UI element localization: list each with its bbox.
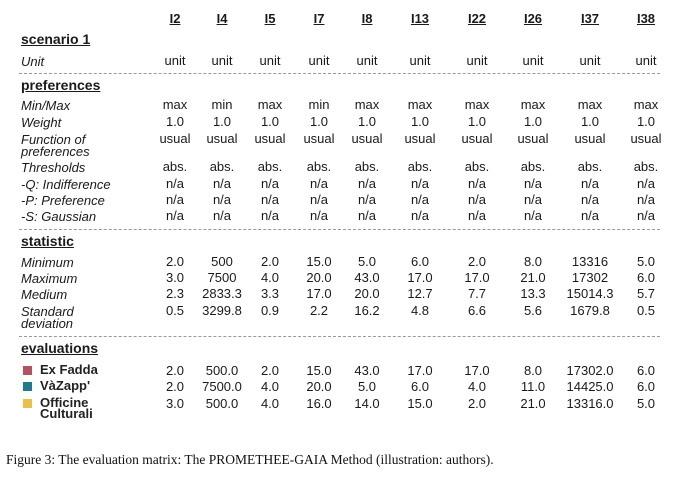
function-of-preferences-cell-i5: usual bbox=[254, 131, 286, 146]
minimum-cell-i4: 500 bbox=[211, 254, 233, 269]
ex-fadda-cell-i8: 43.0 bbox=[354, 363, 380, 378]
unit-cell-i4: unit bbox=[211, 53, 233, 68]
p-preference-cell-i22: n/a bbox=[467, 192, 487, 207]
row-label-standard-deviation-line-2: deviation bbox=[21, 316, 74, 331]
min-max-cell-i2: max bbox=[162, 97, 188, 112]
medium-cell-i37: 15014.3 bbox=[566, 286, 614, 301]
ex-fadda-cell-i5: 2.0 bbox=[260, 363, 280, 378]
standard-deviation-cell-i7: 2.2 bbox=[309, 303, 329, 318]
function-of-preferences-cell-i37: usual bbox=[574, 131, 606, 146]
column-header-i7: I7 bbox=[313, 11, 325, 26]
row-label-medium: Medium bbox=[21, 287, 68, 302]
function-of-preferences-cell-i8: usual bbox=[351, 131, 383, 146]
weight-cell-i22: 1.0 bbox=[467, 114, 487, 129]
s-gaussian-cell-i4: n/a bbox=[212, 208, 232, 223]
row-label-min-max: Min/Max bbox=[21, 98, 71, 113]
function-of-preferences-cell-i38: usual bbox=[630, 131, 662, 146]
thresholds-cell-i5: abs. bbox=[257, 159, 283, 174]
thresholds-cell-i8: abs. bbox=[354, 159, 380, 174]
ex-fadda-cell-i26: 8.0 bbox=[523, 363, 543, 378]
column-header-i4: I4 bbox=[216, 11, 228, 26]
unit-cell-i13: unit bbox=[409, 53, 431, 68]
maximum-cell-i5: 4.0 bbox=[260, 270, 280, 285]
ex-fadda-cell-i37: 17302.0 bbox=[566, 363, 614, 378]
maximum-cell-i13: 17.0 bbox=[407, 270, 433, 285]
officine-culturali-cell-i4: 500.0 bbox=[205, 396, 239, 411]
row-label-function-of-preferences-line-1: Function of bbox=[21, 132, 86, 147]
minimum-cell-i26: 8.0 bbox=[523, 254, 543, 269]
medium-cell-i22: 7.7 bbox=[467, 286, 487, 301]
min-max-cell-i13: max bbox=[407, 97, 433, 112]
officine-culturali-cell-i26: 21.0 bbox=[520, 396, 546, 411]
standard-deviation-cell-i37: 1679.8 bbox=[570, 303, 610, 318]
s-gaussian-cell-i26: n/a bbox=[523, 208, 543, 223]
thresholds-cell-i37: abs. bbox=[577, 159, 603, 174]
column-header-i8: I8 bbox=[361, 11, 373, 26]
officine-culturali-cell-i5: 4.0 bbox=[260, 396, 280, 411]
column-header-i5: I5 bbox=[264, 11, 276, 26]
minimum-cell-i37: 13316 bbox=[571, 254, 609, 269]
q-indifference-cell-i7: n/a bbox=[309, 176, 329, 191]
ex-fadda-cell-i7: 15.0 bbox=[306, 363, 332, 378]
thresholds-cell-i2: abs. bbox=[162, 159, 188, 174]
section-heading-scenario: scenario 1 bbox=[21, 31, 91, 47]
v-zapp-cell-i37: 14425.0 bbox=[566, 379, 614, 394]
weight-cell-i2: 1.0 bbox=[165, 114, 185, 129]
officine-culturali-cell-i13: 15.0 bbox=[407, 396, 433, 411]
maximum-cell-i22: 17.0 bbox=[464, 270, 490, 285]
s-gaussian-cell-i38: n/a bbox=[636, 208, 656, 223]
medium-cell-i4: 2833.3 bbox=[202, 286, 242, 301]
thresholds-cell-i38: abs. bbox=[633, 159, 659, 174]
min-max-cell-i5: max bbox=[257, 97, 283, 112]
p-preference-cell-i2: n/a bbox=[165, 192, 185, 207]
divider-scenario bbox=[19, 73, 660, 74]
weight-cell-i7: 1.0 bbox=[309, 114, 329, 129]
p-preference-cell-i38: n/a bbox=[636, 192, 656, 207]
q-indifference-cell-i38: n/a bbox=[636, 176, 656, 191]
v-zapp-cell-i13: 6.0 bbox=[410, 379, 430, 394]
s-gaussian-cell-i8: n/a bbox=[357, 208, 377, 223]
maximum-cell-i2: 3.0 bbox=[165, 270, 185, 285]
weight-cell-i37: 1.0 bbox=[580, 114, 600, 129]
officine-culturali-cell-i8: 14.0 bbox=[354, 396, 380, 411]
v-zapp-cell-i38: 6.0 bbox=[636, 379, 656, 394]
min-max-cell-i38: max bbox=[633, 97, 659, 112]
p-preference-cell-i7: n/a bbox=[309, 192, 329, 207]
function-of-preferences-cell-i13: usual bbox=[404, 131, 436, 146]
column-header-i37: I37 bbox=[580, 11, 600, 26]
function-of-preferences-cell-i7: usual bbox=[303, 131, 335, 146]
minimum-cell-i13: 6.0 bbox=[410, 254, 430, 269]
v-zapp-cell-i7: 20.0 bbox=[306, 379, 332, 394]
p-preference-cell-i8: n/a bbox=[357, 192, 377, 207]
standard-deviation-cell-i13: 4.8 bbox=[410, 303, 430, 318]
row-label-thresholds: Thresholds bbox=[21, 160, 86, 175]
maximum-cell-i37: 17302 bbox=[571, 270, 609, 285]
legend-swatch-v-zapp bbox=[23, 382, 32, 391]
medium-cell-i8: 20.0 bbox=[354, 286, 380, 301]
v-zapp-cell-i22: 4.0 bbox=[467, 379, 487, 394]
unit-cell-i5: unit bbox=[259, 53, 281, 68]
weight-cell-i26: 1.0 bbox=[523, 114, 543, 129]
minimum-cell-i2: 2.0 bbox=[165, 254, 185, 269]
maximum-cell-i4: 7500 bbox=[207, 270, 237, 285]
thresholds-cell-i7: abs. bbox=[306, 159, 332, 174]
alternative-label-v-zapp: VàZapp' bbox=[40, 378, 91, 393]
q-indifference-cell-i4: n/a bbox=[212, 176, 232, 191]
medium-cell-i13: 12.7 bbox=[407, 286, 433, 301]
q-indifference-cell-i2: n/a bbox=[165, 176, 185, 191]
row-label-q-indifference: -Q: Indifference bbox=[21, 177, 111, 192]
s-gaussian-cell-i7: n/a bbox=[309, 208, 329, 223]
legend-swatch-ex-fadda bbox=[23, 366, 32, 375]
minimum-cell-i38: 5.0 bbox=[636, 254, 656, 269]
min-max-cell-i37: max bbox=[577, 97, 603, 112]
standard-deviation-cell-i8: 16.2 bbox=[354, 303, 380, 318]
s-gaussian-cell-i2: n/a bbox=[165, 208, 185, 223]
row-label-maximum: Maximum bbox=[21, 271, 78, 286]
min-max-cell-i8: max bbox=[354, 97, 380, 112]
row-label-standard-deviation-line-1: Standard bbox=[21, 304, 74, 319]
v-zapp-cell-i8: 5.0 bbox=[357, 379, 377, 394]
standard-deviation-cell-i38: 0.5 bbox=[636, 303, 656, 318]
v-zapp-cell-i2: 2.0 bbox=[165, 379, 185, 394]
officine-culturali-cell-i2: 3.0 bbox=[165, 396, 185, 411]
s-gaussian-cell-i37: n/a bbox=[580, 208, 600, 223]
v-zapp-cell-i4: 7500.0 bbox=[202, 379, 242, 394]
section-heading-statistic: statistic bbox=[21, 233, 74, 249]
officine-culturali-cell-i22: 2.0 bbox=[467, 396, 487, 411]
q-indifference-cell-i13: n/a bbox=[410, 176, 430, 191]
maximum-cell-i7: 20.0 bbox=[306, 270, 332, 285]
ex-fadda-cell-i13: 17.0 bbox=[407, 363, 433, 378]
row-label-unit: Unit bbox=[21, 54, 45, 69]
officine-culturali-cell-i38: 5.0 bbox=[636, 396, 656, 411]
standard-deviation-cell-i4: 3299.8 bbox=[202, 303, 242, 318]
function-of-preferences-cell-i22: usual bbox=[461, 131, 493, 146]
column-header-i22: I22 bbox=[467, 11, 487, 26]
thresholds-cell-i4: abs. bbox=[209, 159, 235, 174]
standard-deviation-cell-i2: 0.5 bbox=[165, 303, 185, 318]
legend-swatch-officine-culturali bbox=[23, 399, 32, 408]
maximum-cell-i26: 21.0 bbox=[520, 270, 546, 285]
alternative-label-ex-fadda: Ex Fadda bbox=[40, 362, 98, 377]
v-zapp-cell-i26: 11.0 bbox=[520, 379, 546, 394]
row-label-p-preference: -P: Preference bbox=[21, 193, 105, 208]
p-preference-cell-i26: n/a bbox=[523, 192, 543, 207]
unit-cell-i7: unit bbox=[308, 53, 330, 68]
officine-culturali-cell-i37: 13316.0 bbox=[566, 396, 614, 411]
p-preference-cell-i5: n/a bbox=[260, 192, 280, 207]
medium-cell-i5: 3.3 bbox=[260, 286, 280, 301]
q-indifference-cell-i8: n/a bbox=[357, 176, 377, 191]
medium-cell-i7: 17.0 bbox=[306, 286, 332, 301]
medium-cell-i2: 2.3 bbox=[165, 286, 185, 301]
thresholds-cell-i26: abs. bbox=[520, 159, 546, 174]
unit-cell-i38: unit bbox=[635, 53, 657, 68]
divider-preferences bbox=[19, 229, 660, 230]
s-gaussian-cell-i13: n/a bbox=[410, 208, 430, 223]
function-of-preferences-cell-i2: usual bbox=[159, 131, 191, 146]
min-max-cell-i7: min bbox=[308, 97, 330, 112]
p-preference-cell-i4: n/a bbox=[212, 192, 232, 207]
column-header-i26: I26 bbox=[523, 11, 543, 26]
ex-fadda-cell-i2: 2.0 bbox=[165, 363, 185, 378]
unit-cell-i37: unit bbox=[579, 53, 601, 68]
thresholds-cell-i13: abs. bbox=[407, 159, 433, 174]
section-heading-preferences: preferences bbox=[21, 77, 101, 93]
function-of-preferences-cell-i4: usual bbox=[206, 131, 238, 146]
unit-cell-i22: unit bbox=[466, 53, 488, 68]
ex-fadda-cell-i22: 17.0 bbox=[464, 363, 490, 378]
row-label-function-of-preferences-line-2: preferences bbox=[21, 144, 90, 159]
medium-cell-i38: 5.7 bbox=[636, 286, 656, 301]
weight-cell-i4: 1.0 bbox=[212, 114, 232, 129]
function-of-preferences-cell-i26: usual bbox=[517, 131, 549, 146]
unit-cell-i2: unit bbox=[164, 53, 186, 68]
figure-caption: Figure 3: The evaluation matrix: The PROMETHEE-GAIA Method (illustration: authors). bbox=[6, 452, 494, 467]
minimum-cell-i7: 15.0 bbox=[306, 254, 332, 269]
alternative-label-officine-culturali-line-1: Officine bbox=[40, 395, 89, 410]
row-label-minimum: Minimum bbox=[21, 255, 74, 270]
q-indifference-cell-i22: n/a bbox=[467, 176, 487, 191]
q-indifference-cell-i37: n/a bbox=[580, 176, 600, 191]
maximum-cell-i8: 43.0 bbox=[354, 270, 380, 285]
min-max-cell-i22: max bbox=[464, 97, 490, 112]
row-label-weight: Weight bbox=[21, 115, 62, 130]
q-indifference-cell-i26: n/a bbox=[523, 176, 543, 191]
standard-deviation-cell-i26: 5.6 bbox=[523, 303, 543, 318]
v-zapp-cell-i5: 4.0 bbox=[260, 379, 280, 394]
weight-cell-i5: 1.0 bbox=[260, 114, 280, 129]
standard-deviation-cell-i22: 6.6 bbox=[467, 303, 487, 318]
s-gaussian-cell-i5: n/a bbox=[260, 208, 280, 223]
minimum-cell-i8: 5.0 bbox=[357, 254, 377, 269]
divider-statistic bbox=[19, 336, 660, 337]
row-label-s-gaussian: -S: Gaussian bbox=[21, 209, 97, 224]
thresholds-cell-i22: abs. bbox=[464, 159, 490, 174]
p-preference-cell-i13: n/a bbox=[410, 192, 430, 207]
unit-cell-i8: unit bbox=[356, 53, 378, 68]
medium-cell-i26: 13.3 bbox=[520, 286, 546, 301]
weight-cell-i13: 1.0 bbox=[410, 114, 430, 129]
s-gaussian-cell-i22: n/a bbox=[467, 208, 487, 223]
weight-cell-i8: 1.0 bbox=[357, 114, 377, 129]
q-indifference-cell-i5: n/a bbox=[260, 176, 280, 191]
ex-fadda-cell-i4: 500.0 bbox=[205, 363, 239, 378]
section-heading-evaluations: evaluations bbox=[21, 340, 99, 356]
weight-cell-i38: 1.0 bbox=[636, 114, 656, 129]
ex-fadda-cell-i38: 6.0 bbox=[636, 363, 656, 378]
min-max-cell-i26: max bbox=[520, 97, 546, 112]
maximum-cell-i38: 6.0 bbox=[636, 270, 656, 285]
unit-cell-i26: unit bbox=[522, 53, 544, 68]
p-preference-cell-i37: n/a bbox=[580, 192, 600, 207]
column-header-i38: I38 bbox=[636, 11, 656, 26]
officine-culturali-cell-i7: 16.0 bbox=[306, 396, 332, 411]
standard-deviation-cell-i5: 0.9 bbox=[260, 303, 280, 318]
minimum-cell-i22: 2.0 bbox=[467, 254, 487, 269]
minimum-cell-i5: 2.0 bbox=[260, 254, 280, 269]
alternative-label-officine-culturali-line-2: Culturali bbox=[40, 406, 93, 421]
min-max-cell-i4: min bbox=[211, 97, 233, 112]
column-header-i2: I2 bbox=[169, 11, 181, 26]
column-header-i13: I13 bbox=[410, 11, 430, 26]
